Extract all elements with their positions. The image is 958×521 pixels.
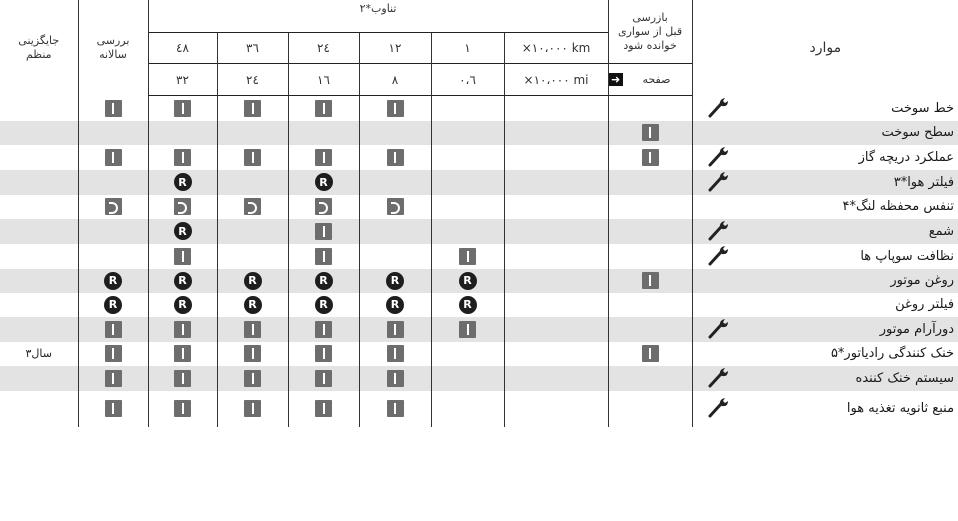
- annual-cell: [78, 145, 148, 170]
- interval-48-cell: [148, 195, 217, 219]
- items-header: موارد: [692, 0, 958, 96]
- clean-symbol: [174, 198, 191, 215]
- interval-24-cell: [288, 145, 359, 170]
- interval-12-cell: [359, 219, 431, 244]
- table-row: [0, 219, 958, 244]
- interval-24-cell: [288, 195, 359, 219]
- table-row: [0, 342, 958, 366]
- interval-24-cell: [288, 366, 359, 391]
- special-tool-cell: [692, 391, 748, 427]
- interval-48-cell: [148, 293, 217, 317]
- inspect-symbol: [244, 345, 261, 362]
- interval-24-cell: [288, 96, 359, 121]
- pre-ride-cell: [608, 391, 692, 427]
- interval-36-cell: [217, 366, 288, 391]
- pre-ride-cell: [608, 366, 692, 391]
- inspect-symbol: [315, 321, 332, 338]
- clean-symbol: [244, 198, 261, 215]
- interval-12-cell: [359, 391, 431, 427]
- interval-12-cell: [359, 317, 431, 342]
- interval-12-cell: [359, 366, 431, 391]
- inspect-symbol: [244, 370, 261, 387]
- item-name: خط سوخت: [891, 100, 955, 116]
- interval-48-cell: [148, 391, 217, 427]
- annual-cell: [78, 317, 148, 342]
- replace-symbol: R: [174, 222, 192, 240]
- annual-cell: [78, 342, 148, 366]
- inspect-symbol: [105, 400, 122, 417]
- interval-12-cell: [359, 121, 431, 145]
- inspect-symbol: [387, 400, 404, 417]
- interval-36-cell: [217, 244, 288, 269]
- pre-ride-cell: [608, 195, 692, 219]
- table-row: [0, 244, 958, 269]
- interval-24-cell: [288, 342, 359, 366]
- pre-ride-cell: [608, 293, 692, 317]
- special-tool-cell: [692, 219, 748, 244]
- interval-48-cell: [148, 244, 217, 269]
- replace-symbol: R: [459, 272, 477, 290]
- wrench-icon: [707, 377, 733, 391]
- unit-spacer-cell: [504, 366, 608, 391]
- pre-ride-cell: [608, 219, 692, 244]
- special-tool-cell: [692, 170, 748, 195]
- table-row: [0, 170, 958, 195]
- interval-36-cell: [217, 121, 288, 145]
- inspect-symbol: [387, 100, 404, 117]
- item-name: تنفس محفظه لنگ*۴: [842, 199, 955, 214]
- inspect-symbol: [105, 149, 122, 166]
- table-row: [0, 391, 958, 427]
- special-tool-cell: [692, 96, 748, 121]
- inspect-symbol: [174, 400, 191, 417]
- interval-36-cell: [217, 195, 288, 219]
- replace-symbol: R: [315, 272, 333, 290]
- interval-48-cell: [148, 145, 217, 170]
- regular-replacement-cell: [0, 391, 78, 427]
- inspect-symbol: [244, 321, 261, 338]
- interval-12-cell: [359, 342, 431, 366]
- table-header: [0, 0, 958, 96]
- inspect-symbol: [174, 149, 191, 166]
- interval-48-cell: [148, 121, 217, 145]
- table-row: [0, 366, 958, 391]
- unit-spacer-cell: [504, 269, 608, 293]
- interval-36-cell: [217, 293, 288, 317]
- annual-cell: [78, 96, 148, 121]
- annual-cell: [78, 293, 148, 317]
- special-tool-cell: [692, 366, 748, 391]
- special-tool-cell: [692, 317, 748, 342]
- mi-06: ۰،٦: [431, 64, 504, 96]
- annual-cell: [78, 219, 148, 244]
- interval-1-cell: [431, 121, 504, 145]
- regular-replacement-cell: [0, 195, 78, 219]
- interval-48-cell: [148, 170, 217, 195]
- pre-ride-cell: [608, 269, 692, 293]
- unit-spacer-cell: [504, 170, 608, 195]
- wrench-icon: [707, 181, 733, 195]
- inspect-symbol: [315, 345, 332, 362]
- pre-ride-cell: [608, 96, 692, 121]
- unit-spacer-cell: [504, 121, 608, 145]
- annual-cell: [78, 170, 148, 195]
- interval-24-cell: [288, 219, 359, 244]
- replace-symbol: R: [244, 272, 262, 290]
- interval-36-cell: [217, 170, 288, 195]
- regular-replacement-cell: [0, 244, 78, 269]
- interval-1-cell: [431, 170, 504, 195]
- annual-cell: [78, 244, 148, 269]
- replace-symbol: R: [174, 296, 192, 314]
- interval-24-cell: [288, 269, 359, 293]
- replace-symbol: R: [315, 173, 333, 191]
- interval-1-cell: [431, 342, 504, 366]
- pre-ride-cell: [608, 317, 692, 342]
- interval-1-cell: [431, 195, 504, 219]
- item-name: خنک کنندگی رادیاتور*۵: [830, 346, 955, 361]
- replace-symbol: R: [104, 296, 122, 314]
- inspect-symbol: [174, 248, 191, 265]
- annual-cell: [78, 269, 148, 293]
- unit-spacer-cell: [504, 244, 608, 269]
- inspect-symbol: [642, 272, 659, 289]
- km-48: ٤۸: [148, 33, 217, 64]
- special-tool-cell: [692, 342, 748, 366]
- interval-36-cell: [217, 391, 288, 427]
- special-tool-cell: [692, 195, 748, 219]
- interval-24-cell: [288, 121, 359, 145]
- interval-36-cell: [217, 219, 288, 244]
- unit-spacer-cell: [504, 342, 608, 366]
- item-name: دورآرام موتور: [748, 317, 958, 342]
- inspect-symbol: [174, 321, 191, 338]
- replace-symbol: R: [174, 173, 192, 191]
- inspect-symbol: [315, 370, 332, 387]
- special-tool-cell: [692, 244, 748, 269]
- inspect-symbol: [105, 345, 122, 362]
- interval-12-cell: [359, 96, 431, 121]
- table-row: [0, 269, 958, 293]
- interval-1-cell: [431, 244, 504, 269]
- regular-replacement-cell: ۳سال: [25, 347, 52, 360]
- annual-cell: [78, 121, 148, 145]
- interval-1-cell: [431, 219, 504, 244]
- interval-1-cell: [431, 96, 504, 121]
- replace-symbol: R: [104, 272, 122, 290]
- interval-48-cell: [148, 269, 217, 293]
- inspect-symbol: [387, 370, 404, 387]
- table-body: [0, 96, 958, 427]
- regular-replacement-cell: [0, 170, 78, 195]
- item-name: منبع ثانویه تغذیه هوا: [846, 401, 955, 416]
- annual-check-header: بررسی سالانه: [78, 0, 148, 96]
- regular-replacement-cell: [0, 366, 78, 391]
- pre-ride-cell: [608, 121, 692, 145]
- unit-spacer-cell: [504, 219, 608, 244]
- interval-36-cell: [217, 96, 288, 121]
- km-12: ۱۲: [359, 33, 431, 64]
- annual-cell: [78, 391, 148, 427]
- unit-spacer-cell: [504, 293, 608, 317]
- interval-48-cell: [148, 366, 217, 391]
- table-row: [0, 121, 958, 145]
- interval-36-cell: [217, 145, 288, 170]
- inspect-symbol: [642, 345, 659, 362]
- interval-1-cell: [431, 293, 504, 317]
- item-name: فیلتر روغن: [895, 297, 955, 312]
- regular-replacement-cell: [0, 219, 78, 244]
- wrench-icon: [707, 230, 733, 244]
- mi-32: ۳۲: [148, 64, 217, 96]
- inspect-symbol: [174, 345, 191, 362]
- regular-replacement-cell: [0, 145, 78, 170]
- replace-symbol: R: [315, 296, 333, 314]
- wrench-icon: [707, 156, 733, 170]
- regular-replacement-cell: [0, 293, 78, 317]
- inspect-symbol: [174, 100, 191, 117]
- annual-cell: [78, 195, 148, 219]
- interval-12-cell: [359, 293, 431, 317]
- unit-spacer-cell: [504, 391, 608, 427]
- interval-12-cell: [359, 244, 431, 269]
- regular-replacement-cell: [0, 269, 78, 293]
- item-name: عملکرد دریچه گاز: [858, 149, 955, 165]
- replace-symbol: R: [244, 296, 262, 314]
- wrench-icon: [707, 107, 733, 121]
- arrow-right-icon: ➜: [609, 73, 623, 86]
- unit-spacer-cell: [504, 96, 608, 121]
- inspect-symbol: [174, 370, 191, 387]
- table-row: [0, 145, 958, 170]
- pre-ride-cell: [608, 145, 692, 170]
- special-tool-cell: [692, 145, 748, 170]
- interval-36-cell: [217, 269, 288, 293]
- interval-48-cell: [148, 219, 217, 244]
- interval-48-cell: [148, 342, 217, 366]
- regular-replacement-cell: [0, 121, 78, 145]
- inspect-symbol: [244, 400, 261, 417]
- clean-symbol: [315, 198, 332, 215]
- interval-1-cell: [431, 317, 504, 342]
- item-name: سطح سوخت: [748, 121, 958, 145]
- page-ref-header: ➜ صفحه: [608, 64, 692, 96]
- interval-12-cell: [359, 269, 431, 293]
- km-36: ۳٦: [217, 33, 288, 64]
- km-24: ۲٤: [288, 33, 359, 64]
- inspect-symbol: [387, 321, 404, 338]
- inspect-symbol: [244, 100, 261, 117]
- interval-1-cell: [431, 391, 504, 427]
- regular-replacement-cell: [0, 317, 78, 342]
- interval-24-cell: [288, 170, 359, 195]
- interval-24-cell: [288, 317, 359, 342]
- inspect-symbol: [315, 149, 332, 166]
- interval-36-cell: [217, 317, 288, 342]
- replace-symbol: R: [459, 296, 477, 314]
- table-row: [0, 293, 958, 317]
- wrench-icon: [707, 407, 733, 421]
- interval-1-cell: [431, 269, 504, 293]
- item-name: شمع: [748, 219, 958, 244]
- replace-symbol: R: [386, 272, 404, 290]
- pre-ride-header: بازرسی قبل از سواری خوانده شود: [608, 0, 692, 64]
- inspect-symbol: [642, 124, 659, 141]
- item-name: فیلتر هوا*۳: [748, 170, 958, 195]
- interval-24-cell: [288, 293, 359, 317]
- item-name: روغن موتور: [748, 269, 958, 293]
- pre-ride-cell: [608, 170, 692, 195]
- item-name: نظافت سوپاپ ها: [860, 248, 955, 264]
- pre-ride-cell: [608, 244, 692, 269]
- inspect-symbol: [315, 400, 332, 417]
- interval-1-cell: [431, 366, 504, 391]
- km-1: ۱: [431, 33, 504, 64]
- inspect-symbol: [315, 223, 332, 240]
- inspect-symbol: [387, 149, 404, 166]
- wrench-icon: [707, 255, 733, 269]
- mi-24: ۲٤: [217, 64, 288, 96]
- interval-24-cell: [288, 391, 359, 427]
- inspect-symbol: [105, 321, 122, 338]
- unit-spacer-cell: [504, 317, 608, 342]
- inspect-symbol: [459, 321, 476, 338]
- special-tool-cell: [692, 269, 748, 293]
- interval-12-cell: [359, 195, 431, 219]
- special-tool-cell: [692, 293, 748, 317]
- unit-spacer-cell: [504, 145, 608, 170]
- km-unit: ×۱۰،۰۰۰ km: [504, 33, 608, 64]
- clean-symbol: [387, 198, 404, 215]
- unit-spacer-cell: [504, 195, 608, 219]
- inspect-symbol: [315, 100, 332, 117]
- inspect-symbol: [387, 345, 404, 362]
- pre-ride-cell: [608, 342, 692, 366]
- interval-12-cell: [359, 145, 431, 170]
- table-row: [0, 195, 958, 219]
- mi-unit: ×۱۰،۰۰۰ mi: [504, 64, 608, 96]
- table-row: [0, 96, 958, 121]
- wrench-icon: [707, 328, 733, 342]
- regular-replacement-cell: [0, 96, 78, 121]
- inspect-symbol: [105, 370, 122, 387]
- special-tool-cell: [692, 121, 748, 145]
- interval-36-cell: [217, 342, 288, 366]
- inspect-symbol: [244, 149, 261, 166]
- mi-8: ۸: [359, 64, 431, 96]
- replace-symbol: R: [174, 272, 192, 290]
- inspect-symbol: [105, 100, 122, 117]
- clean-symbol: [105, 198, 122, 215]
- annual-cell: [78, 366, 148, 391]
- mi-16: ۱٦: [288, 64, 359, 96]
- interval-12-cell: [359, 170, 431, 195]
- regular-replacement-header: جایگزینی منظم: [0, 0, 78, 96]
- inspect-symbol: [459, 248, 476, 265]
- replace-symbol: R: [386, 296, 404, 314]
- interval-1-cell: [431, 145, 504, 170]
- inspect-symbol: [315, 248, 332, 265]
- interval-48-cell: [148, 96, 217, 121]
- table-row: [0, 317, 958, 342]
- interval-48-cell: [148, 317, 217, 342]
- item-name: سیستم خنک کننده: [748, 366, 958, 391]
- interval-24-cell: [288, 244, 359, 269]
- inspect-symbol: [642, 149, 659, 166]
- interval-header: تناوب*۲: [148, 0, 608, 33]
